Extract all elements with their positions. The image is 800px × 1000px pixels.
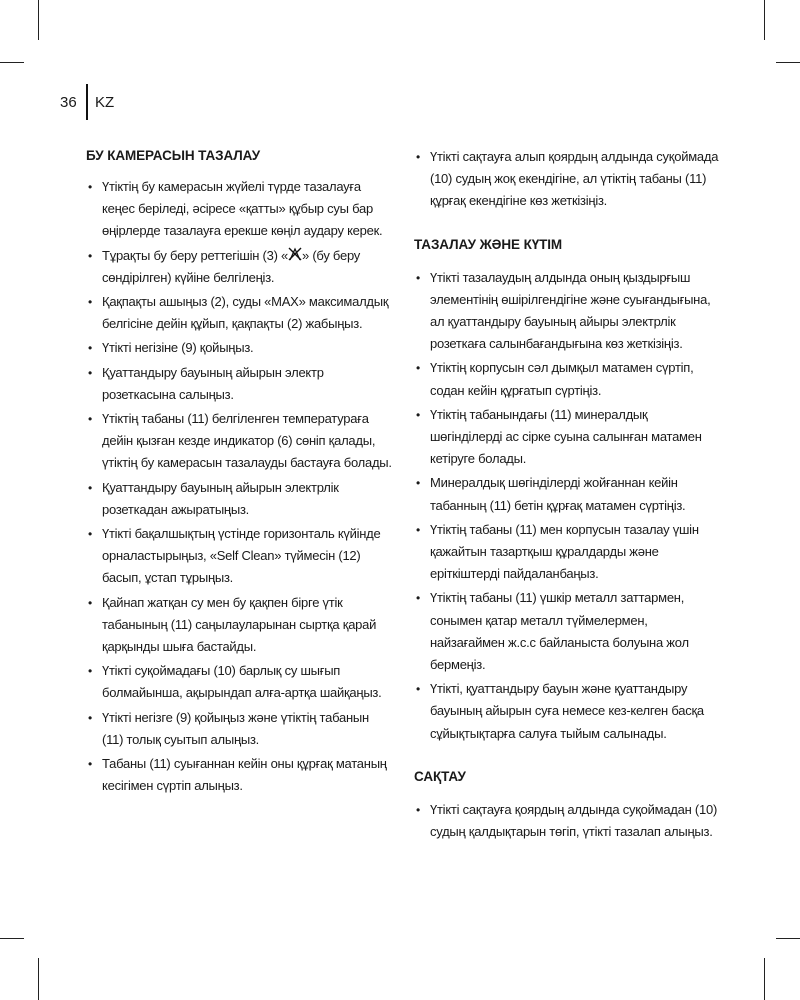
- list-item: • Қуаттандыру бауының айырын электр розеткасына салыңыз.: [86, 362, 392, 406]
- page-number: 36: [60, 94, 77, 111]
- crop-mark: [0, 62, 24, 63]
- list-item: • Қайнап жатқан су мен бу қақпен бірге үтік табанының (11) саңылауларынан сыртқа қарай қарқынды шыға бастайды.: [86, 592, 392, 659]
- list-item: • Үтікті негізге (9) қойыңыз және үтіктің табанын (11) толық суытып алыңыз.: [86, 707, 392, 751]
- header-divider: [86, 84, 88, 120]
- steam-chamber-cleaning-list: [86, 176, 392, 797]
- list-item: • Үтіктің табаны (11) үшкір металл заттармен, сонымен қатар металл түймелермен, найзағаймен ж.с.с байланыста болуына жол бермеңіз.: [414, 587, 720, 676]
- list-item: • Үтікті бақалшықтың үстінде горизонталь күйінде орналастырыңыз, «Self Clean» түймесін (12) басып, ұстап тұрыңыз.: [86, 523, 392, 590]
- list-item: • Қақпақты ашыңыз (2), суды «MAX» максималдық белгісіне дейін құйып, қақпақты (2) жабыңыз.: [86, 291, 392, 335]
- list-item: • Үтіктің табаны (11) белгіленген температураға дейін қызған кезде индикатор (6) сөніп қалады, үтіктің бу камерасын тазалауды бастауға болады.: [86, 408, 392, 475]
- list-item: • Үтіктің табанындағы (11) минералдық шөгінділерді ас сірке суына салынған матамен кетіруге болады.: [414, 404, 720, 471]
- crop-mark: [764, 0, 765, 40]
- list-item: • Үтікті сақтауға алып қоярдың алдында суқоймада (10) судың жоқ екендігіне, ал үтіктің табаны (11) құрғақ екендігіне көз жеткізіңіз.: [414, 146, 720, 213]
- section-heading-storage: САҚТАУ: [414, 768, 466, 784]
- crop-mark: [776, 62, 800, 63]
- language-code: KZ: [95, 94, 115, 111]
- right-column: [414, 146, 720, 845]
- list-item: [86, 245, 392, 289]
- list-item: • Үтікті сақтауға қоярдың алдында суқоймадан (10) судың қалдықтарын төгіп, үтікті тазалап алыңыз.: [414, 799, 720, 843]
- crop-mark: [0, 938, 24, 939]
- list-item: • Табаны (11) суығаннан кейін оны құрғақ матаның кесігімен сүртіп алыңыз.: [86, 753, 392, 797]
- crop-mark: [776, 938, 800, 939]
- list-item: • Минералдық шөгінділерді жойғаннан кейін табанның (11) бетін құрғақ матамен сүртіңіз.: [414, 472, 720, 516]
- section-heading-steam-chamber-cleaning: БУ КАМЕРАСЫН ТАЗАЛАУ: [86, 148, 261, 163]
- list-item: • Үтікті тазалаудың алдында оның қыздырғыш элементінің өшірілгендігіне және суығандығына, ал қуаттандыру бауының айыры электрлік розеткаға салынбағандығына көз жеткізіңіз.: [414, 267, 720, 356]
- list-item: • Үтікті негізіне (9) қойыңыз.: [86, 337, 392, 359]
- list-item: • Үтікті, қуаттандыру бауын және қуаттандыру бауының айырын суға немесе кез-келген басқа сұйықтықтарға салуға тыйым салынады.: [414, 678, 720, 745]
- left-column: [86, 146, 392, 799]
- steam-off-icon: [288, 247, 302, 261]
- list-item: • Үтіктің табаны (11) мен корпусын тазалау үшін қажайтын тазартқыш құралдарды және еріткіштерді пайдаланбаңыз.: [414, 519, 720, 586]
- list-item: • Үтіктің корпусын сәл дымқыл матамен сүртіп, содан кейін құрғатып сүртіңіз.: [414, 357, 720, 401]
- list-item-text: Тұрақты бу беру реттегішін (3) «: [102, 247, 288, 263]
- list-item: • Қуаттандыру бауының айырын электрлік розеткадан ажыратыңыз.: [86, 477, 392, 521]
- storage-list: [414, 799, 720, 843]
- crop-mark: [38, 958, 39, 1000]
- list-item-text: » (бу беру сөндірілген) күйіне белгілеңіз.: [102, 247, 361, 285]
- crop-mark: [764, 958, 765, 1000]
- list-item: • Үтікті суқоймадағы (10) барлық су шығып болмайынша, ақырындап алға-артқа шайқаңыз.: [86, 660, 392, 704]
- section-heading-cleaning-and-care: ТАЗАЛАУ ЖӘНЕ КҮТІМ: [414, 236, 563, 252]
- cleaning-and-care-list: [414, 267, 720, 745]
- crop-mark: [38, 0, 39, 40]
- storage-intro-list: [414, 146, 720, 213]
- list-item: • Үтіктің бу камерасын жүйелі түрде тазалауға кеңес беріледі, әсіресе «қатты» құбыр суы бар өңірлерде тазалауға ерекше көңіл аудару керек.: [86, 176, 392, 243]
